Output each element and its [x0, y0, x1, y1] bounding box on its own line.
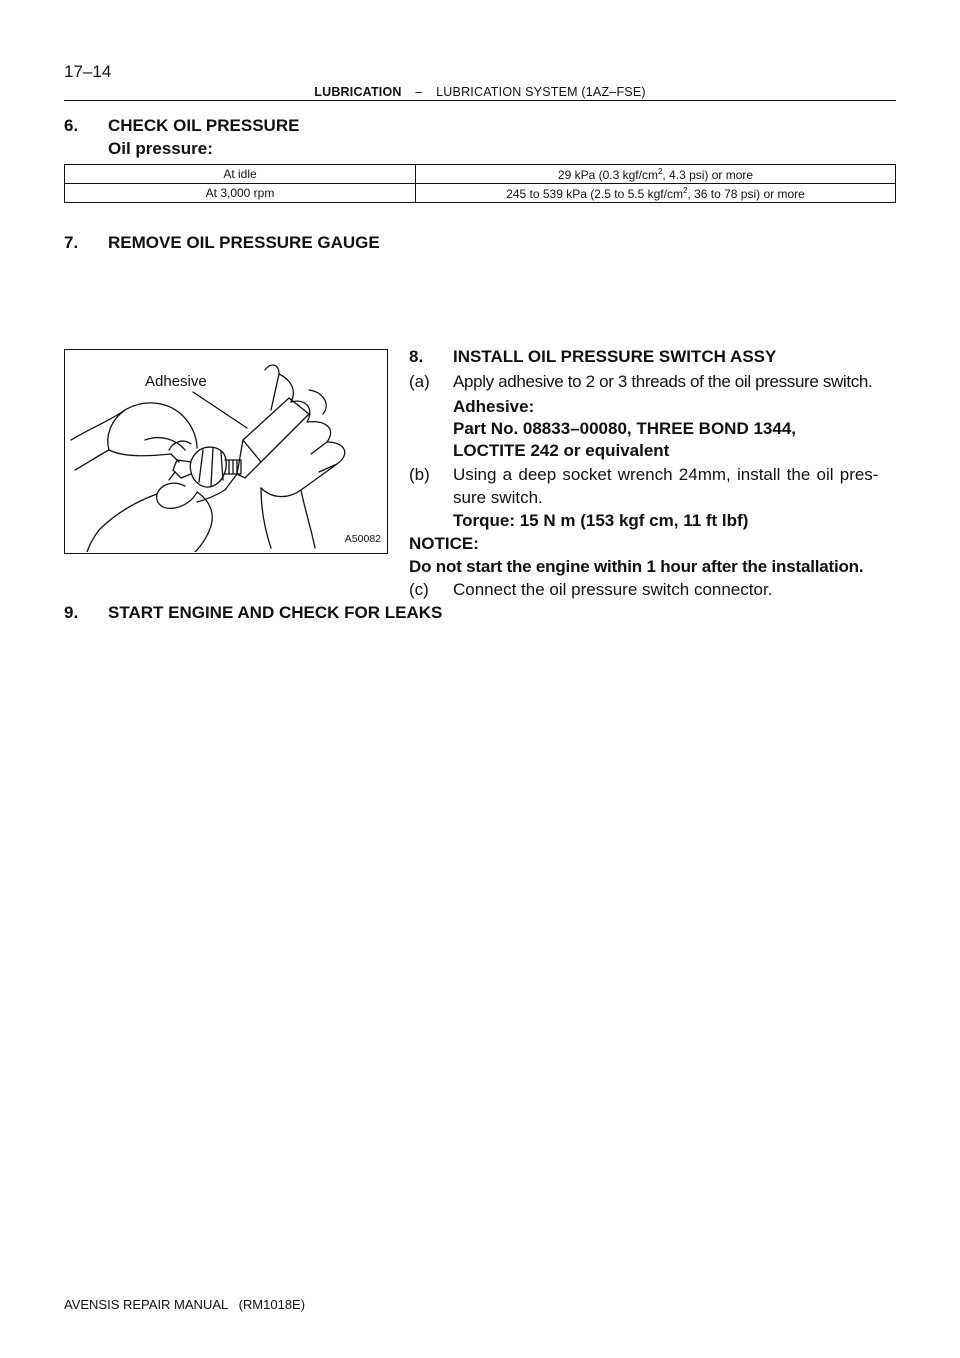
- torque-spec: Torque: 15 N m (153 kgf cm, 11 ft lbf): [453, 511, 749, 530]
- step-8a-text: Apply adhesive to 2 or 3 threads of the oil pressure switch.: [453, 372, 873, 391]
- step-8c-marker: (c): [409, 580, 429, 599]
- step-8b-marker: (b): [409, 465, 430, 484]
- adhesive-spec-line-2: LOCTITE 242 or equivalent: [453, 441, 670, 460]
- section-separator: –: [415, 85, 423, 99]
- oil-pressure-label: Oil pressure:: [108, 139, 213, 158]
- step-8-heading: [409, 347, 776, 367]
- adhesive-spec-label: Adhesive:: [453, 397, 535, 416]
- step-8b-text-line-2: sure switch.: [453, 488, 543, 507]
- adhesive-illustration: [64, 349, 388, 554]
- step-7-number: 7.: [64, 233, 79, 252]
- step-6-heading: [64, 116, 299, 136]
- table-row: [65, 165, 896, 184]
- subsection-name: LUBRICATION SYSTEM (1AZ–FSE): [436, 85, 646, 99]
- step-8-number: 8.: [409, 347, 424, 366]
- step-8b-text-line-1: Using a deep socket wrench 24mm, install the oil pres-: [453, 465, 879, 484]
- figure-id: A50082: [344, 533, 381, 545]
- step-8c: [409, 580, 899, 600]
- step-8a: [409, 372, 899, 392]
- adhesive-label: Adhesive: [145, 373, 207, 390]
- table-cell-condition: At idle: [65, 165, 416, 184]
- section-title: [0, 85, 960, 99]
- step-9-title: START ENGINE AND CHECK FOR LEAKS: [108, 603, 443, 622]
- step-7-heading: [64, 233, 380, 253]
- hand-applying-adhesive-illustration: [65, 350, 386, 552]
- footer-manual-id: AVENSIS REPAIR MANUAL (RM1018E): [64, 1297, 306, 1312]
- page-number: 17–14: [64, 62, 112, 81]
- table-cell-value: 245 to 539 kPa (2.5 to 5.5 kgf/$cm^2$, 36 to 78 psi) or more: [416, 184, 896, 203]
- table-cell-value: 29 kPa (0.3 kgf/$cm^2$, 4.3 psi) or more: [416, 165, 896, 184]
- step-9-heading: [64, 603, 442, 623]
- header-rule: [64, 100, 896, 101]
- notice-label: NOTICE:: [409, 534, 479, 553]
- step-9-number: 9.: [64, 603, 79, 622]
- table-row: [65, 184, 896, 203]
- adhesive-spec-line-1: Part No. 08833–00080, THREE BOND 1344,: [453, 419, 797, 438]
- step-8c-text: Connect the oil pressure switch connector.: [453, 580, 773, 599]
- notice-text: Do not start the engine within 1 hour after the installation.: [409, 557, 864, 576]
- step-8a-marker: (a): [409, 372, 430, 391]
- table-cell-condition: At 3,000 rpm: [65, 184, 416, 203]
- step-6-title: CHECK OIL PRESSURE: [108, 116, 300, 135]
- oil-pressure-table: [64, 164, 896, 203]
- step-7-title: REMOVE OIL PRESSURE GAUGE: [108, 233, 380, 252]
- step-6-number: 6.: [64, 116, 79, 135]
- step-8b: [409, 465, 899, 485]
- section-name: LUBRICATION: [314, 85, 402, 99]
- step-8-title: INSTALL OIL PRESSURE SWITCH ASSY: [453, 347, 777, 366]
